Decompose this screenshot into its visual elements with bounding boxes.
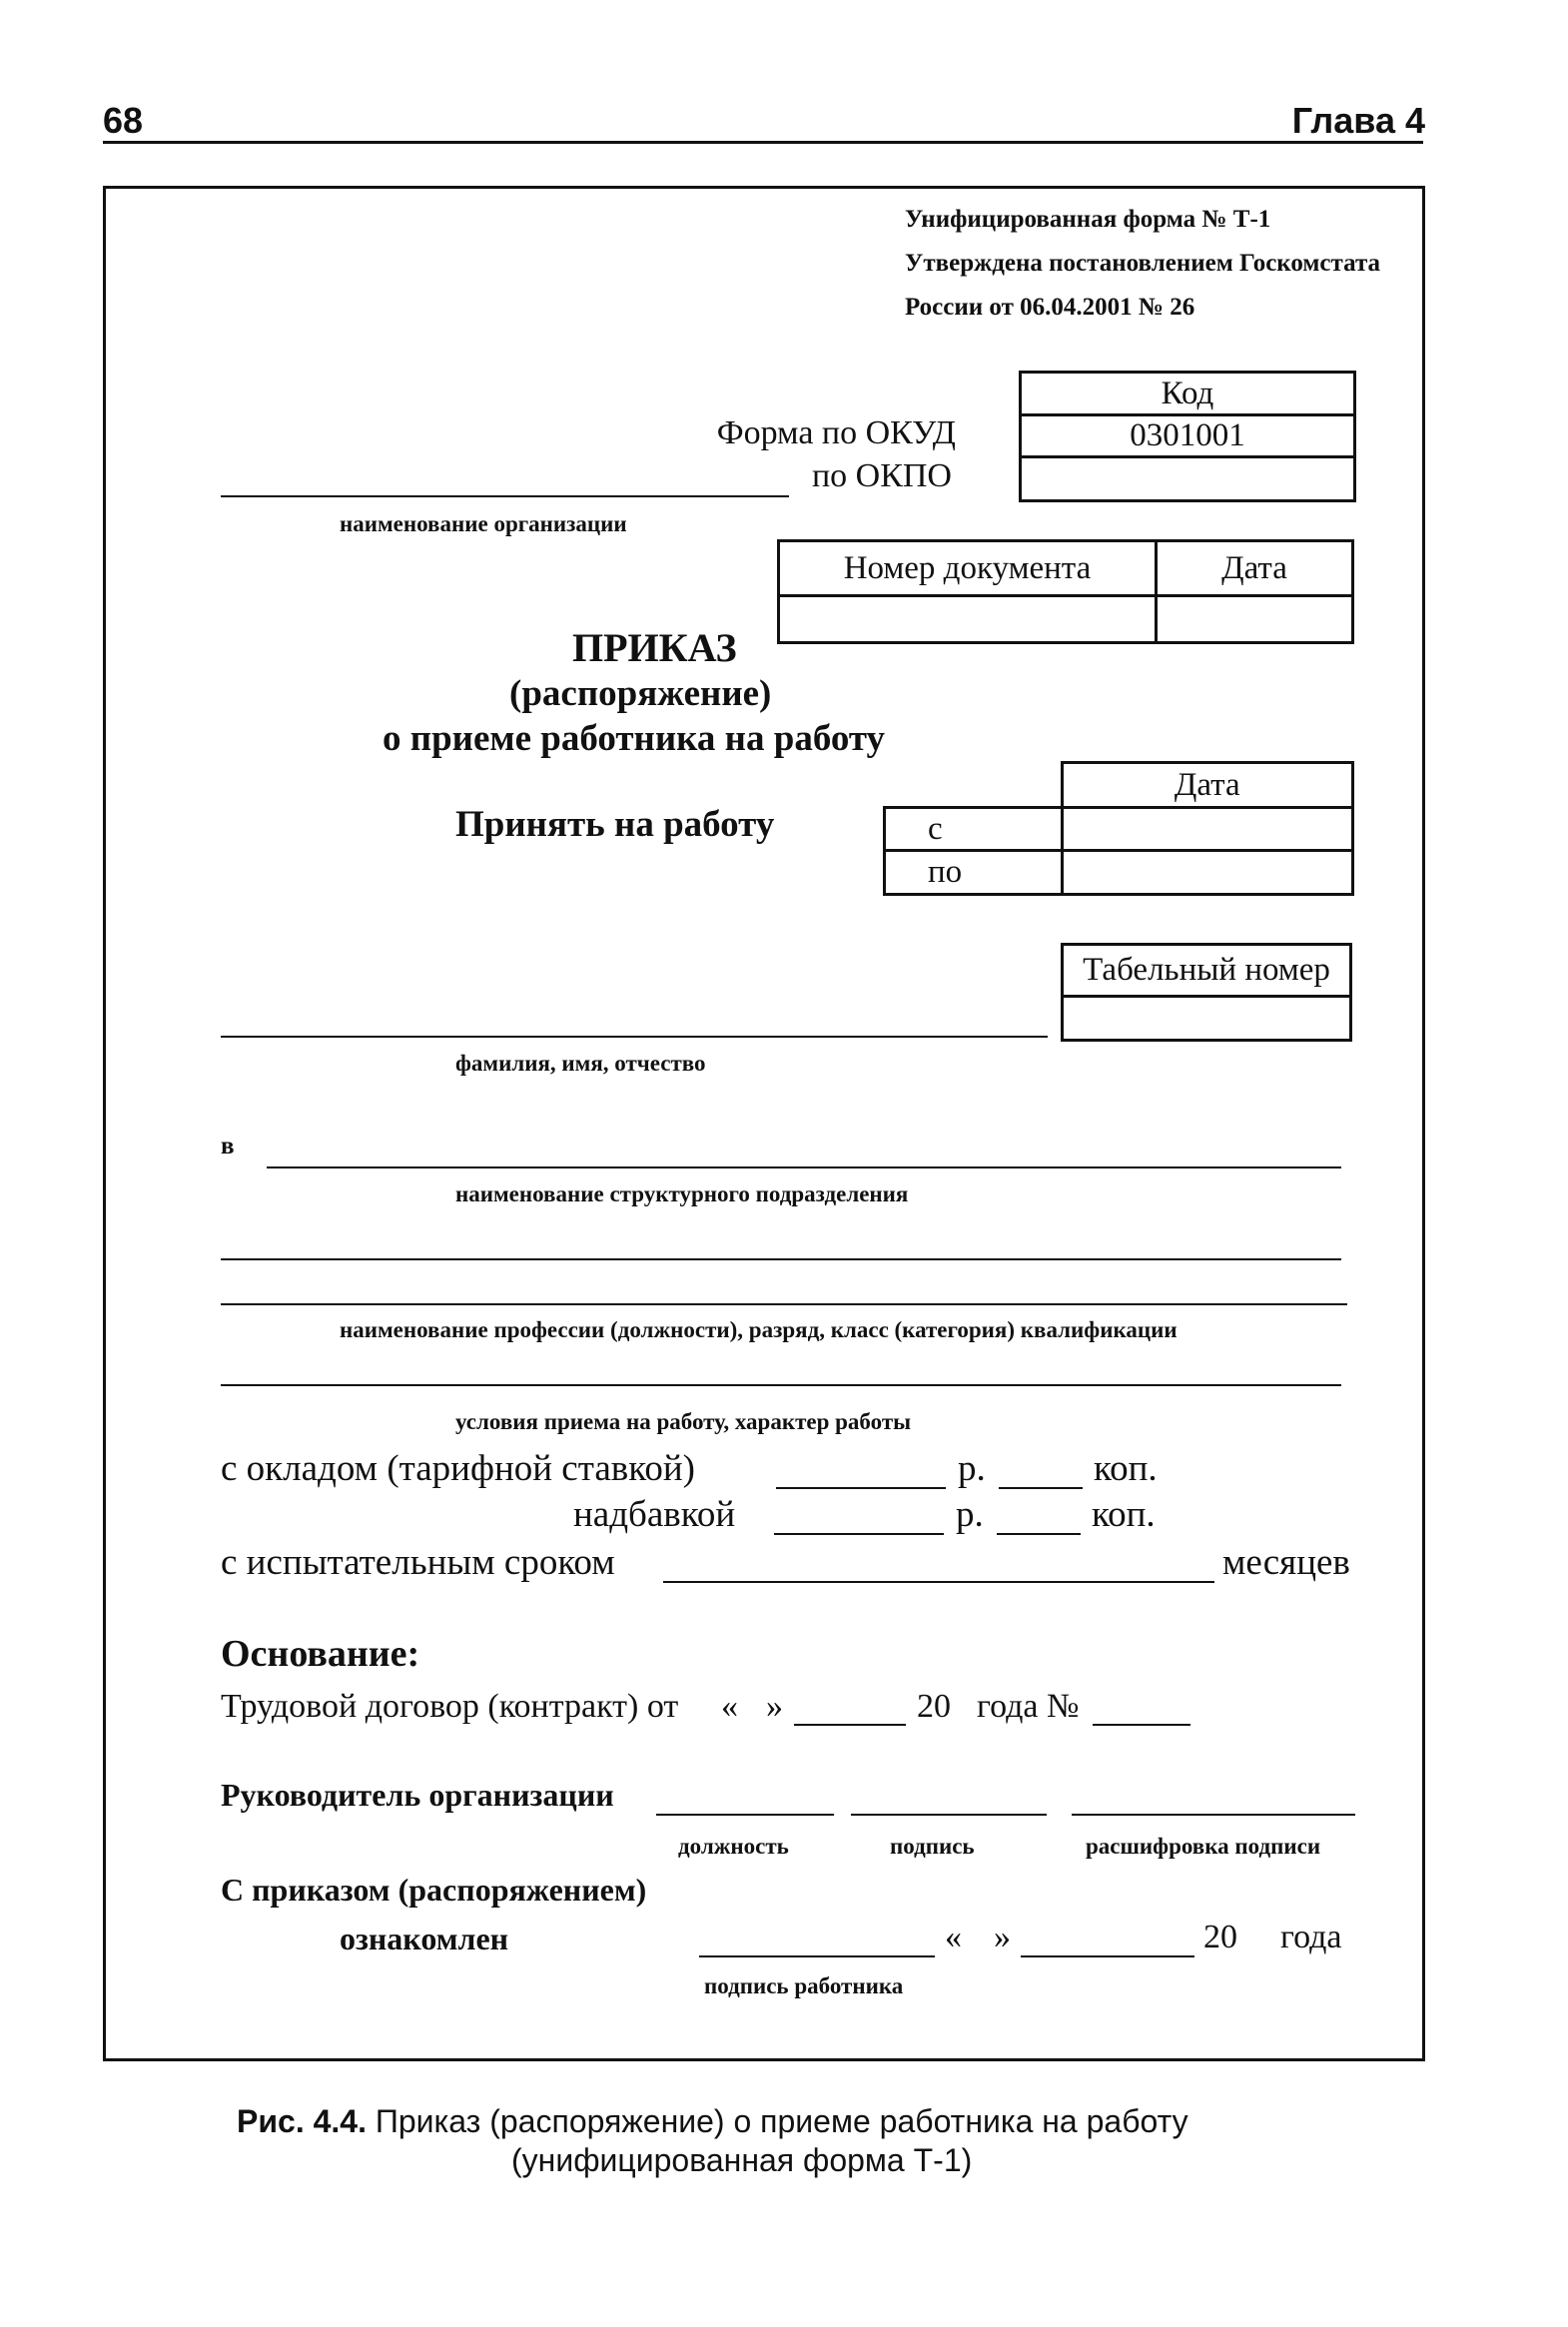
hire-label: Принять на работу [455,804,775,845]
head-label: Руководитель организации [221,1777,614,1813]
bonus-rub-field[interactable] [774,1533,944,1535]
probation-field[interactable] [663,1581,1214,1583]
fio-caption: фамилия, имя, отчество [455,1051,706,1076]
profession-caption: наименование профессии (должности), разряд, класс (категория) квалификации [340,1317,1177,1342]
probation-months: месяцев [1222,1542,1350,1583]
conditions-line[interactable] [221,1384,1341,1386]
head-position-line[interactable] [656,1814,834,1816]
hire-from-label: с [885,808,1063,851]
employee-signature-line[interactable] [699,1955,935,1957]
order-subtitle: (распоряжение) [509,673,772,714]
basis-quote-close: » [766,1688,783,1725]
hire-table-blank [885,763,1063,808]
ack-quote-close: » [994,1919,1011,1955]
decoding-caption: расшифровка подписи [1086,1834,1321,1859]
department-prefix: в [221,1133,235,1160]
okpo-label: по ОКПО [811,457,952,494]
figure-label: Рис. 4.4. [237,2103,367,2139]
code-header: Код [1021,373,1355,415]
form-meta-line2: Утверждена постановлением Госкомстата [905,250,1381,277]
ack-line1: С приказом (распоряжением) [221,1872,647,1908]
page-number: 68 [103,100,144,141]
document-number-header: Номер документа [779,541,1157,596]
bonus-label: надбавкой [573,1494,736,1535]
head-decoding-line[interactable] [1072,1814,1355,1816]
order-about: о приеме работника на работу [383,718,886,759]
organization-name-line[interactable] [221,495,789,497]
okpo-value[interactable] [1021,457,1355,501]
form-meta-line3: России от 06.04.2001 № 26 [905,294,1195,321]
basis-number-field[interactable] [1093,1724,1190,1726]
salary-rub-field[interactable] [776,1487,946,1489]
hire-to-label: по [885,851,1063,895]
employee-signature-caption: подпись работника [704,1973,904,1998]
okud-value[interactable]: 0301001 [1021,415,1355,457]
hire-date-header: Дата [1062,763,1353,808]
bonus-kop-unit: коп. [1092,1494,1156,1535]
figure-title: Приказ (распоряжение) о приеме работника на работу [375,2103,1188,2139]
header-rule [103,141,1423,144]
bonus-rub-unit: р. [956,1494,984,1535]
figure-caption-line1 [237,2103,1188,2140]
basis-month-field[interactable] [794,1724,906,1726]
chapter-title: Глава 4 [1291,100,1425,141]
document-date-header: Дата [1157,541,1353,596]
bonus-kop-field[interactable] [997,1533,1081,1535]
form-meta-line1: Унифицированная форма № Т-1 [905,206,1271,233]
ack-year-prefix: 20 [1203,1919,1237,1955]
head-signature-line[interactable] [851,1814,1047,1816]
salary-kop-unit: коп. [1094,1448,1158,1489]
ack-line2: ознакомлен [340,1921,509,1956]
ack-month-field[interactable] [1021,1955,1194,1957]
salary-base-label: с окладом (тарифной ставкой) [221,1448,695,1489]
department-line[interactable] [267,1166,1341,1168]
basis-year-word: года № [977,1688,1080,1725]
document-date-value[interactable] [1157,596,1353,643]
hire-date-table [883,761,1354,896]
hire-to-date[interactable] [1062,851,1353,895]
tab-number-table [1061,943,1352,1042]
ack-quote-open: « [945,1919,962,1955]
document-number-table [777,539,1354,644]
profession-line-1[interactable] [221,1258,1341,1260]
order-title: ПРИКАЗ [572,625,737,670]
profession-line-2[interactable] [221,1303,1347,1305]
basis-quote-open: « [721,1688,738,1725]
figure-caption-line2: (унифицированная форма Т-1) [511,2142,973,2178]
employee-name-line[interactable] [221,1036,1048,1038]
basis-contract-prefix: Трудовой договор (контракт) от [221,1688,679,1725]
department-caption: наименование структурного подразделения [455,1181,909,1206]
organization-caption: наименование организации [340,511,627,536]
code-table [1019,371,1356,502]
basis-year-prefix: 20 [917,1688,951,1725]
signature-caption: подпись [890,1834,975,1859]
salary-kop-field[interactable] [999,1487,1083,1489]
tab-number-header: Табельный номер [1063,945,1351,997]
probation-label: с испытательным сроком [221,1542,615,1583]
basis-heading: Основание: [221,1633,420,1675]
tab-number-value[interactable] [1063,997,1351,1041]
hire-from-date[interactable] [1062,808,1353,851]
ack-year-word: года [1280,1919,1342,1955]
okud-label: Форма по ОКУД [716,414,956,451]
position-caption: должность [678,1834,789,1859]
conditions-caption: условия приема на работу, характер работы [455,1409,912,1434]
salary-rub-unit: р. [958,1448,986,1489]
document-number-value[interactable] [779,596,1157,643]
